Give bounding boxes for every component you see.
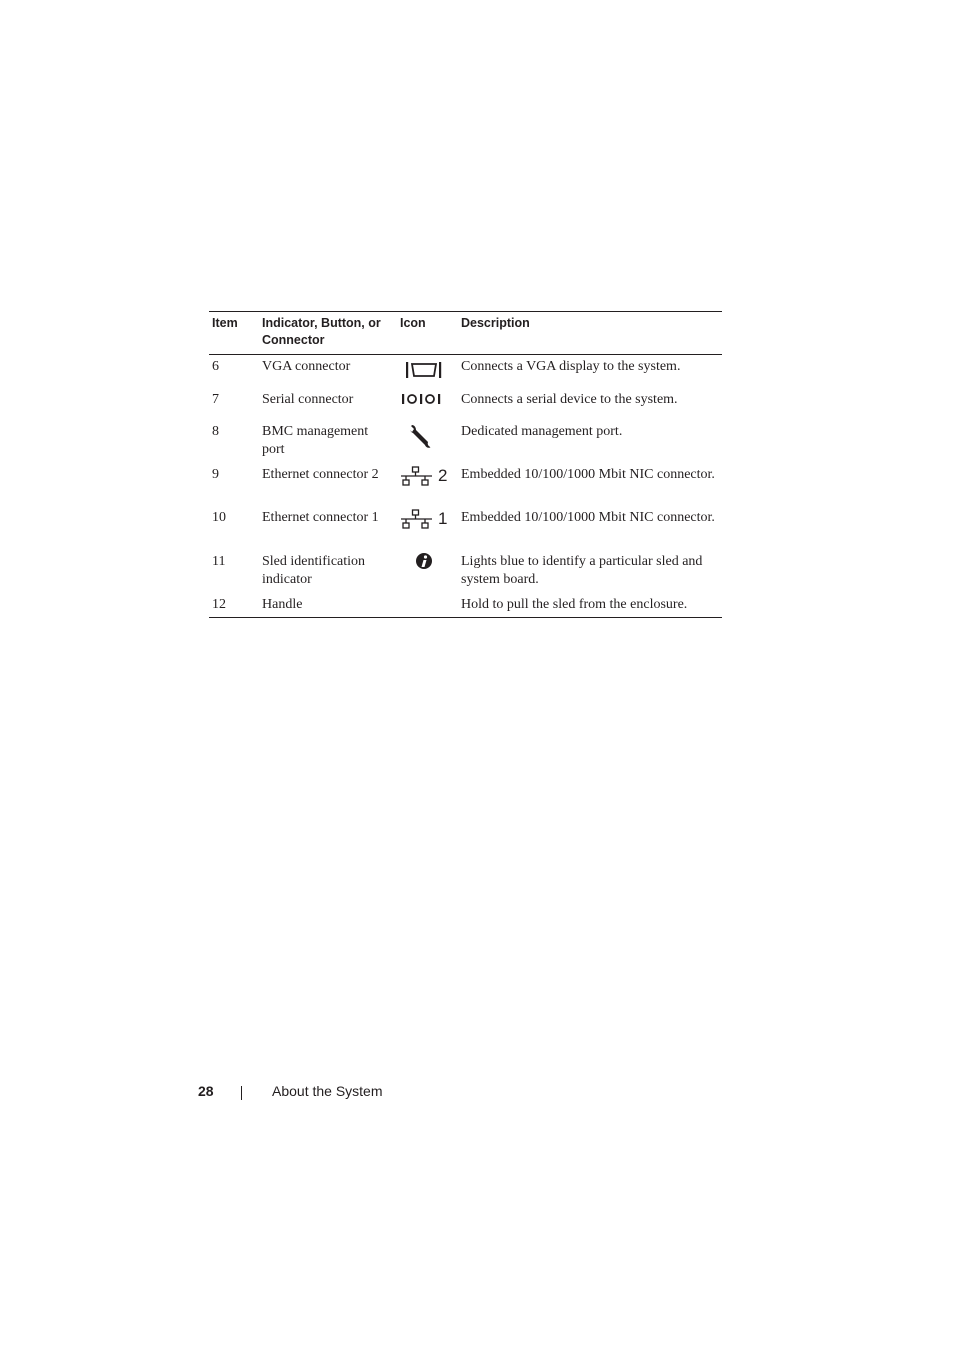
network-icon-label: 1: [438, 509, 448, 528]
row-item: 6: [212, 359, 219, 374]
table-header: [209, 312, 722, 354]
table-row: [209, 358, 722, 391]
header-description: Description: [461, 316, 530, 330]
row-name: Sled identification indicator: [262, 554, 366, 587]
row-name: Serial connector: [262, 392, 354, 407]
table-row: [209, 466, 722, 509]
row-description: Dedicated management port.: [461, 424, 623, 439]
table-header-rule: [209, 354, 722, 355]
row-item: 7: [212, 392, 219, 407]
row-item: 10: [212, 510, 226, 525]
row-description: Embedded 10/100/1000 Mbit NIC connector.: [461, 510, 715, 525]
footer-separator: [241, 1086, 242, 1100]
row-item: 12: [212, 597, 226, 612]
table-row: [209, 596, 722, 617]
row-item: 8: [212, 424, 219, 439]
row-description: Connects a serial device to the system.: [461, 392, 678, 407]
header-icon: Icon: [400, 316, 426, 330]
header-item: Item: [212, 316, 238, 330]
page-number: 28: [198, 1083, 214, 1099]
table-bottom-rule: [209, 617, 722, 618]
vga-icon: [400, 358, 452, 392]
network-icon: [400, 509, 452, 543]
row-item: 11: [212, 554, 226, 569]
row-description: Connects a VGA display to the system.: [461, 359, 681, 374]
row-name: Ethernet connector 1: [262, 510, 379, 525]
table-row: [209, 509, 722, 553]
connector-table: [209, 311, 722, 618]
row-name: Ethernet connector 2: [262, 467, 379, 482]
identify-icon: [400, 553, 452, 587]
row-description: Hold to pull the sled from the enclosure.: [461, 597, 688, 612]
row-name: Handle: [262, 597, 303, 612]
row-item: 9: [212, 467, 219, 482]
row-name: VGA connector: [262, 359, 351, 374]
wrench-icon: [400, 423, 452, 457]
network-icon: [400, 466, 452, 500]
table-row: [209, 423, 722, 466]
section-title: About the System: [272, 1083, 383, 1099]
network-icon-label: 2: [438, 466, 448, 485]
header-indicator: Indicator, Button, or Connector: [262, 316, 381, 347]
table-row: [209, 553, 722, 596]
table-row: [209, 391, 722, 423]
row-name: BMC management port: [262, 424, 369, 457]
row-description: Lights blue to identify a particular sled and system board.: [461, 554, 703, 587]
row-description: Embedded 10/100/1000 Mbit NIC connector.: [461, 467, 715, 482]
serial-icon: [400, 391, 452, 425]
